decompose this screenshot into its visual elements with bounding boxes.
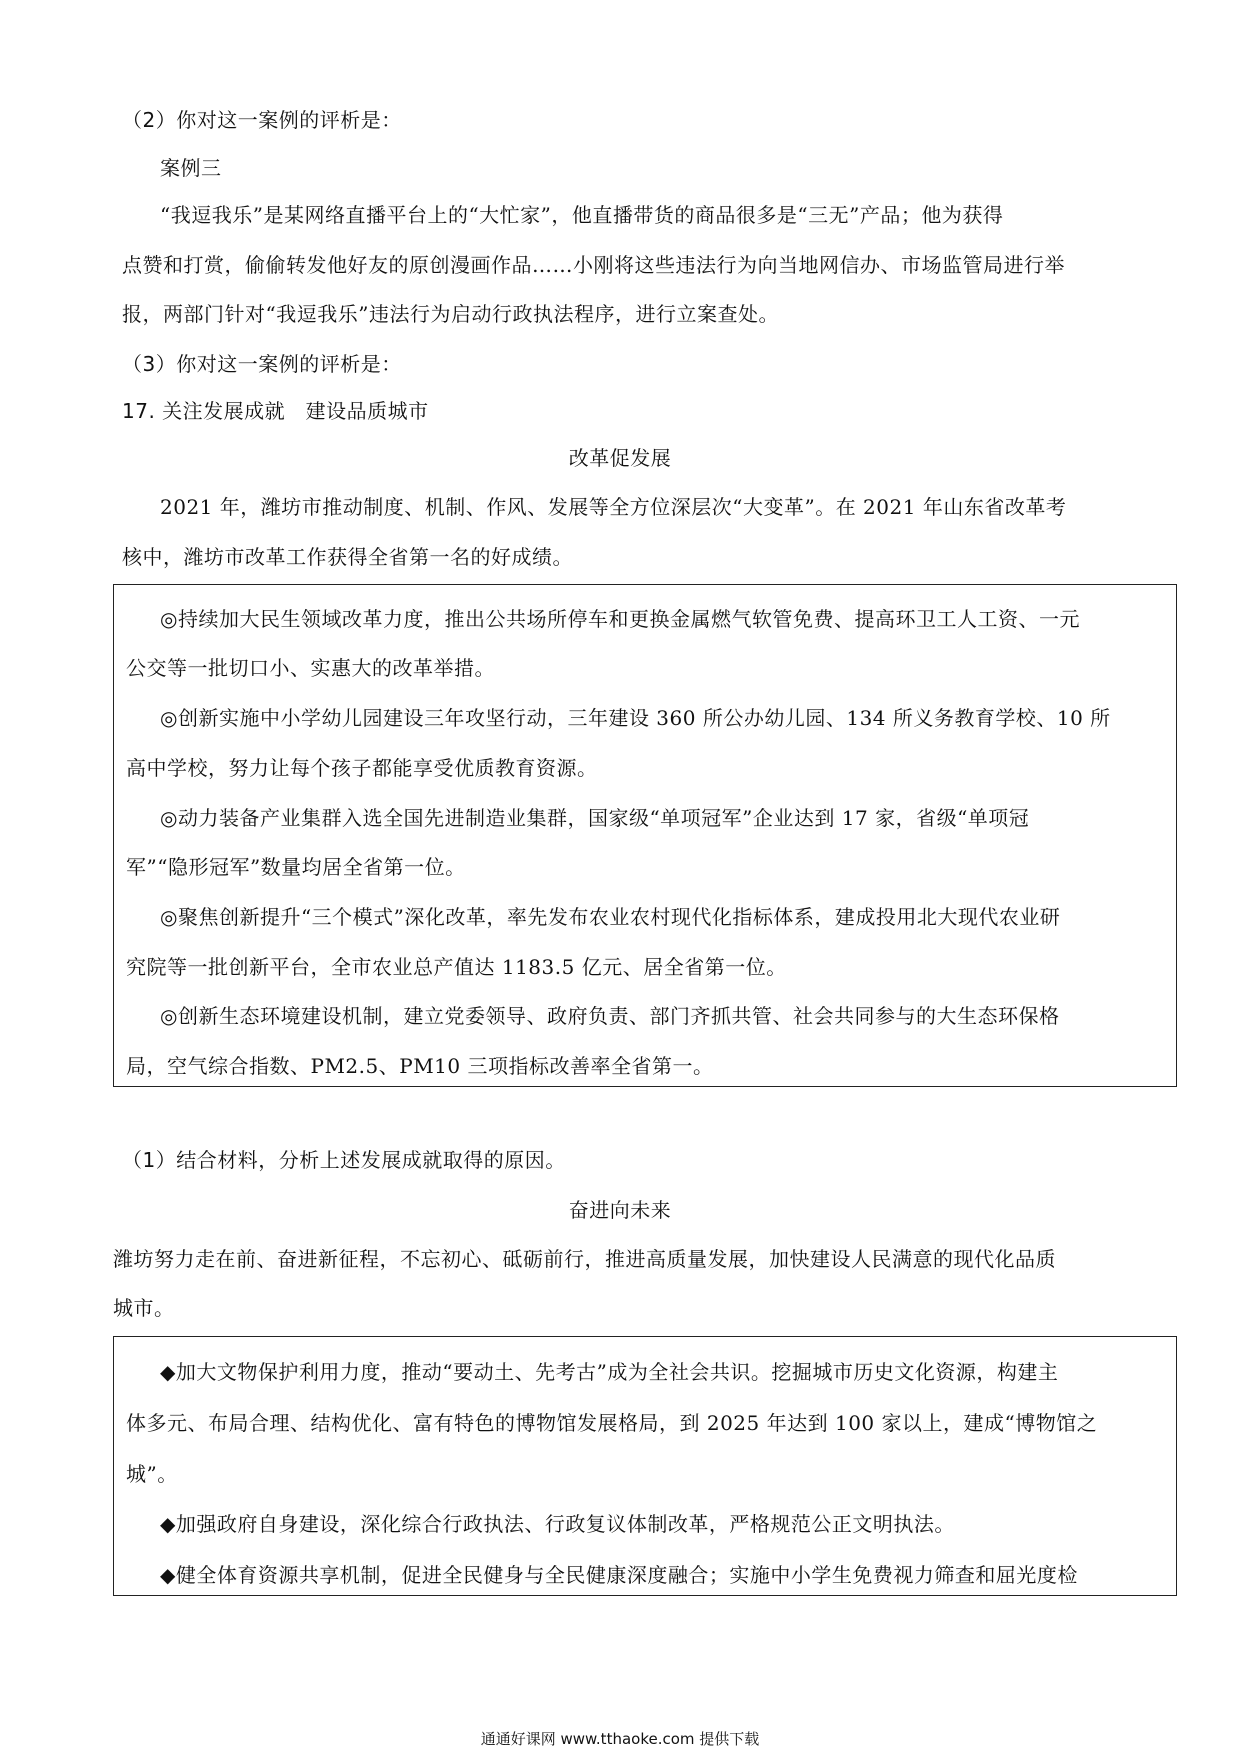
future-measure-line: ◆加大文物保护利用力度，推动“要动土、先考古”成为全社会共识。挖掘城市历史文化资源，构建主 [160,1360,1059,1384]
reform-measure-line: ◎创新生态环境建设机制，建立党委领导、政府负责、部门齐抓共管、社会共同参与的大生态环保格 [160,1004,1060,1028]
case3-paragraph-line: 点赞和打赏，偷偷转发他好友的原创漫画作品……小刚将这些违法行为向当地网信办、市场监管局进行举 [122,253,1065,277]
page-footer: 通通好课网 www.tthaoke.com 提供下载 [480,1730,760,1748]
reform-intro-line: 2021 年，潍坊市推动制度、机制、作风、发展等全方位深层次“大变革”。在 2021 年山东省改革考 [160,495,1067,519]
case3-paragraph-line: 报，两部门针对“我逗我乐”违法行为启动行政执法程序，进行立案查处。 [122,302,779,326]
future-measure-line: 城”。 [126,1462,178,1486]
case3-question-3: （3）你对这一案例的评析是： [122,352,402,376]
reform-measure-line: 高中学校，努力让每个孩子都能享受优质教育资源。 [126,756,598,780]
reform-measure-line: 局，空气综合指数、PM2.5、PM10 三项指标改善率全省第一。 [126,1054,714,1078]
question-17-1: （1）结合材料，分析上述发展成就取得的原因。 [122,1148,566,1172]
reform-measure-line: ◎创新实施中小学幼儿园建设三年攻坚行动，三年建设 360 所公办幼儿园、134 所义务教育学校、10 所 [160,706,1111,730]
reform-measure-line: ◎持续加大民生领域改革力度，推出公共场所停车和更换金属燃气软管免费、提高环卫工人工资、一元 [160,607,1080,631]
future-measure-line: ◆健全体育资源共享机制，促进全民健身与全民健康深度融合；实施中小学生免费视力筛查和屈光度检 [160,1563,1078,1587]
question-17-heading: 17. 关注发展成就 建设品质城市 [122,399,429,423]
future-intro-line: 城市。 [113,1296,175,1320]
case2-question-2: （2）你对这一案例的评析是： [122,108,402,132]
future-measure-line: ◆加强政府自身建设，深化综合行政执法、行政复议体制改革，严格规范公正文明执法。 [160,1512,955,1536]
section-title-reform: 改革促发展 [568,446,672,470]
case3-title: 案例三 [160,156,222,180]
reform-measure-line: ◎聚焦创新提升“三个模式”深化改革，率先发布农业农村现代化指标体系，建成投用北大现代农业研 [160,905,1061,929]
reform-measure-line: ◎动力装备产业集群入选全国先进制造业集群，国家级“单项冠军”企业达到 17 家，省级“单项冠 [160,806,1030,830]
reform-intro-line: 核中，潍坊市改革工作获得全省第一名的好成绩。 [122,545,573,569]
case3-paragraph-line: “我逗我乐”是某网络直播平台上的“大忙家”，他直播带货的商品很多是“三无”产品；他为获得 [160,203,1004,227]
section-title-future: 奋进向未来 [568,1198,672,1222]
reform-measure-line: 军”“隐形冠军”数量均居全省第一位。 [126,855,466,879]
reform-measure-line: 究院等一批创新平台，全市农业总产值达 1183.5 亿元、居全省第一位。 [126,955,787,979]
future-intro-line: 潍坊努力走在前、奋进新征程，不忘初心、砥砺前行，推进高质量发展，加快建设人民满意的现代化品质 [113,1247,1056,1271]
future-measure-line: 体多元、布局合理、结构优化、富有特色的博物馆发展格局，到 2025 年达到 100 家以上，建成“博物馆之 [126,1411,1098,1435]
reform-measure-line: 公交等一批切口小、实惠大的改革举措。 [126,656,495,680]
